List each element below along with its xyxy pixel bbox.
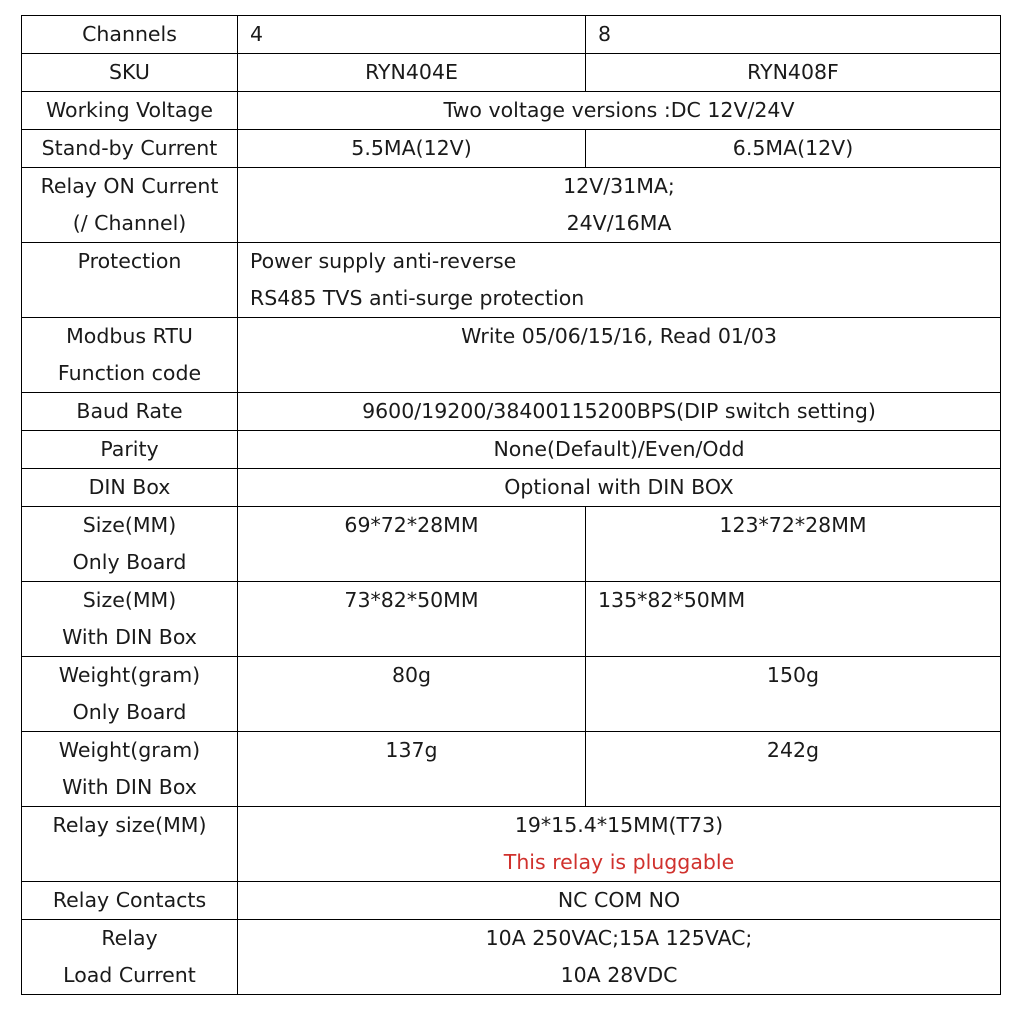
label-size-din bbox=[22, 582, 238, 657]
value-relay-on-current bbox=[238, 168, 1001, 243]
label-load-line2: Load Current bbox=[63, 963, 196, 987]
label-relay-size: Relay size(MM) bbox=[22, 807, 238, 882]
value-sku-8ch: RYN408F bbox=[586, 54, 1001, 92]
value-sku-4ch: RYN404E bbox=[238, 54, 586, 92]
row-modbus bbox=[22, 318, 1001, 393]
row-standby-current bbox=[22, 130, 1001, 168]
label-protection: Protection bbox=[22, 243, 238, 318]
label-channels: Channels bbox=[22, 16, 238, 54]
label-baud-rate: Baud Rate bbox=[22, 393, 238, 431]
value-protection-line2: RS485 TVS anti-surge protection bbox=[250, 286, 585, 310]
value-weight-board-4ch: 80g bbox=[238, 657, 586, 732]
label-load-line1: Relay bbox=[101, 926, 158, 950]
value-size-din-8ch: 135*82*50MM bbox=[586, 582, 1001, 657]
value-relay-contacts: NC COM NO bbox=[238, 882, 1001, 920]
row-size-board bbox=[22, 507, 1001, 582]
value-size-board-8ch: 123*72*28MM bbox=[586, 507, 1001, 582]
label-weight-din bbox=[22, 732, 238, 807]
label-modbus-line1: Modbus RTU bbox=[66, 324, 193, 348]
value-weight-board-8ch: 150g bbox=[586, 657, 1001, 732]
label-weight-board bbox=[22, 657, 238, 732]
row-parity bbox=[22, 431, 1001, 469]
label-relay-on-current bbox=[22, 168, 238, 243]
spec-table bbox=[21, 15, 1001, 995]
value-modbus: Write 05/06/15/16, Read 01/03 bbox=[238, 318, 1001, 393]
value-weight-din-8ch: 242g bbox=[586, 732, 1001, 807]
label-standby-current: Stand-by Current bbox=[22, 130, 238, 168]
value-load-ac: 10A 250VAC;15A 125VAC; bbox=[485, 926, 753, 950]
label-size-din-line1: Size(MM) bbox=[82, 588, 177, 612]
value-size-board-4ch: 69*72*28MM bbox=[238, 507, 586, 582]
row-weight-din bbox=[22, 732, 1001, 807]
row-working-voltage bbox=[22, 92, 1001, 130]
value-weight-din-4ch: 137g bbox=[238, 732, 586, 807]
value-protection bbox=[238, 243, 1001, 318]
value-relay-size bbox=[238, 807, 1001, 882]
row-baud-rate bbox=[22, 393, 1001, 431]
label-size-din-line2: With DIN Box bbox=[62, 625, 197, 649]
value-relay-size-dims: 19*15.4*15MM(T73) bbox=[514, 813, 724, 837]
row-din-box bbox=[22, 469, 1001, 507]
label-parity: Parity bbox=[22, 431, 238, 469]
label-size-board bbox=[22, 507, 238, 582]
value-relay-pluggable-note: This relay is pluggable bbox=[503, 850, 735, 874]
value-relay-on-24v: 24V/16MA bbox=[566, 211, 672, 235]
label-din-box: DIN Box bbox=[22, 469, 238, 507]
label-relay-on-line2: (/ Channel) bbox=[72, 211, 187, 235]
label-size-board-line2: Only Board bbox=[72, 550, 187, 574]
row-relay-contacts bbox=[22, 882, 1001, 920]
row-size-din bbox=[22, 582, 1001, 657]
label-weight-board-line1: Weight(gram) bbox=[58, 663, 201, 687]
label-weight-board-line2: Only Board bbox=[72, 700, 187, 724]
label-load-current bbox=[22, 920, 238, 995]
row-channels bbox=[22, 16, 1001, 54]
label-modbus bbox=[22, 318, 238, 393]
label-working-voltage: Working Voltage bbox=[22, 92, 238, 130]
value-standby-8ch: 6.5MA(12V) bbox=[586, 130, 1001, 168]
value-load-dc: 10A 28VDC bbox=[560, 963, 678, 987]
value-din-box: Optional with DIN BOX bbox=[238, 469, 1001, 507]
row-relay-size bbox=[22, 807, 1001, 882]
row-relay-on-current bbox=[22, 168, 1001, 243]
value-channels-8: 8 bbox=[586, 16, 1001, 54]
row-load-current bbox=[22, 920, 1001, 995]
value-standby-4ch: 5.5MA(12V) bbox=[238, 130, 586, 168]
value-channels-4: 4 bbox=[238, 16, 586, 54]
label-weight-din-line1: Weight(gram) bbox=[58, 738, 201, 762]
value-working-voltage: Two voltage versions :DC 12V/24V bbox=[238, 92, 1001, 130]
value-baud-rate: 9600/19200/38400115200BPS(DIP switch setting) bbox=[238, 393, 1001, 431]
value-load-current bbox=[238, 920, 1001, 995]
label-relay-contacts: Relay Contacts bbox=[22, 882, 238, 920]
label-weight-din-line2: With DIN Box bbox=[62, 775, 197, 799]
row-weight-board bbox=[22, 657, 1001, 732]
label-sku: SKU bbox=[22, 54, 238, 92]
value-parity: None(Default)/Even/Odd bbox=[238, 431, 1001, 469]
value-relay-on-12v: 12V/31MA; bbox=[563, 174, 675, 198]
row-sku bbox=[22, 54, 1001, 92]
label-modbus-line2: Function code bbox=[57, 361, 202, 385]
label-relay-on-line1: Relay ON Current bbox=[40, 174, 219, 198]
value-size-din-4ch: 73*82*50MM bbox=[238, 582, 586, 657]
value-protection-line1: Power supply anti-reverse bbox=[250, 249, 517, 273]
label-size-board-line1: Size(MM) bbox=[82, 513, 177, 537]
row-protection bbox=[22, 243, 1001, 318]
